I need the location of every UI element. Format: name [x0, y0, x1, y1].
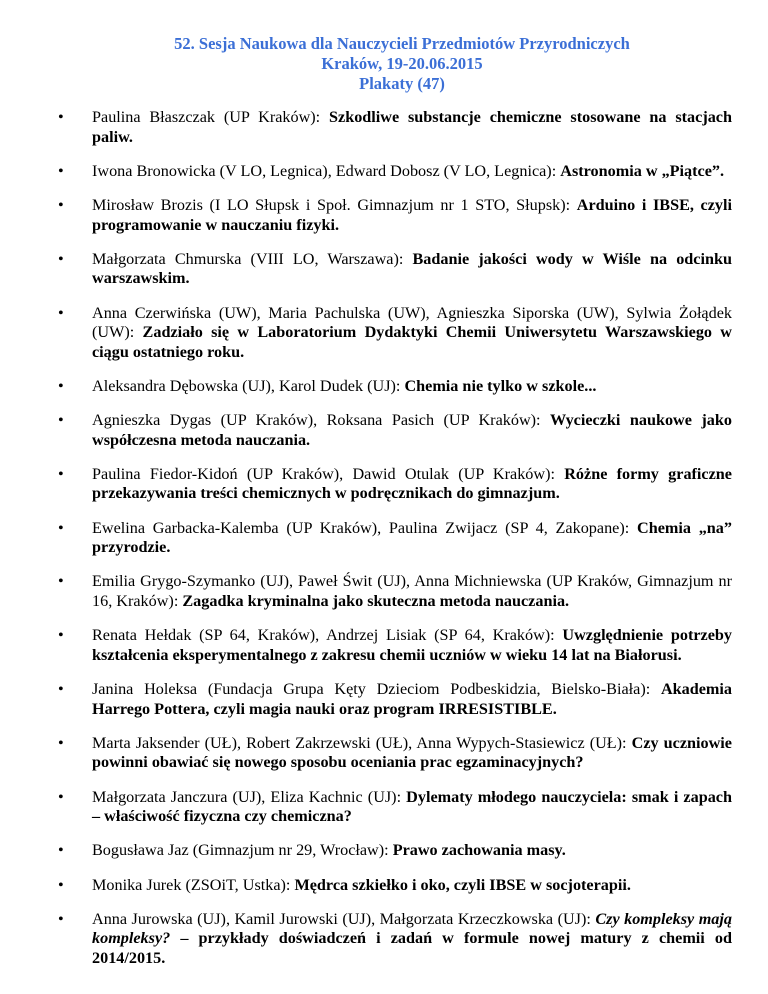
- poster-title: Różne formy graficzne przekazywania treści chemicznych w podręcznikach do gimnazjum.: [92, 464, 732, 503]
- poster-title-italic: Czy kompleksy mają kompleksy?: [92, 909, 732, 948]
- poster-item: [58, 464, 732, 504]
- poster-item: [58, 161, 732, 182]
- poster-authors: Paulina Błaszczak (UP Kraków):: [92, 108, 330, 126]
- bullet-icon: •: [58, 464, 64, 483]
- bullet-icon: •: [58, 161, 64, 180]
- bullet-icon: •: [58, 841, 64, 860]
- poster-authors: Anna Jurowska (UJ), Kamil Jurowski (UJ), Małgorzata Krzeczkowska (UJ):: [92, 909, 596, 928]
- poster-authors: Małgorzata Chmurska (VIII LO, Warszawa):: [92, 249, 413, 268]
- poster-authors: Marta Jaksender (UŁ), Robert Zakrzewski (UŁ), Anna Wypych-Stasiewicz (UŁ):: [92, 733, 632, 752]
- poster-title: Chemia „na” przyrodzie.: [92, 518, 732, 557]
- poster-authors: Anna Czerwińska (UW), Maria Pachulska (UW), Agnieszka Siporska (UW), Sylwia Żołądek (UW):: [92, 303, 732, 342]
- bullet-icon: •: [58, 909, 64, 928]
- poster-authors: Iwona Bronowicka (V LO, Legnica), Edward Dobosz (V LO, Legnica):: [92, 161, 561, 180]
- poster-title: Badanie jakości wody w Wiśle na odcinku warszawskim.: [92, 249, 732, 288]
- bullet-icon: •: [58, 626, 64, 645]
- poster-title: Astronomia w „Piątce”.: [560, 161, 725, 180]
- bullet-icon: •: [58, 572, 64, 591]
- poster-authors: Aleksandra Dębowska (UJ), Karol Dudek (UJ):: [92, 376, 405, 395]
- poster-item: [58, 108, 732, 147]
- session-title: 52. Sesja Naukowa dla Nauczycieli Przedmiotów Przyrodniczych: [174, 34, 630, 53]
- bullet-icon: •: [58, 303, 64, 322]
- poster-title: Zagadka kryminalna jako skuteczna metoda nauczania.: [182, 592, 570, 611]
- poster-item: [58, 303, 732, 363]
- poster-authors: Mirosław Brozis (I LO Słupsk i Społ. Gimnazjum nr 1 STO, Słupsk):: [92, 195, 577, 214]
- poster-title: Uwzględnienie potrzeby kształcenia eksperymentalnego z zakresu chemii uczniów w wieku 14 lat na Białorusi.: [92, 626, 732, 664]
- poster-title: Mędrca szkiełko i oko, czyli IBSE w socjoterapii.: [294, 875, 631, 894]
- bullet-icon: •: [58, 376, 64, 395]
- bullet-icon: •: [58, 787, 64, 806]
- poster-title: Prawo zachowania masy.: [392, 841, 566, 860]
- poster-authors: Janina Holeksa (Fundacja Grupa Kęty Dzieciom Podbeskidzia, Bielsko-Biała):: [92, 680, 661, 698]
- bullet-icon: •: [58, 680, 64, 698]
- bullet-icon: •: [58, 249, 64, 268]
- poster-item: [58, 626, 732, 665]
- poster-authors: Paulina Fiedor-Kidoń (UP Kraków), Dawid Otulak (UP Kraków):: [92, 464, 565, 483]
- bullet-icon: •: [58, 195, 64, 214]
- poster-title: Czy uczniowie powinni obawiać się nowego sposobu oceniania prac egzaminacyjnych?: [92, 733, 732, 772]
- bullet-icon: •: [58, 518, 64, 537]
- poster-item: [58, 909, 732, 969]
- poster-authors: Renata Hełdak (SP 64, Kraków), Andrzej Lisiak (SP 64, Kraków):: [92, 626, 563, 645]
- poster-title: Dylematy młodego nauczyciela: smak i zapach – właściwość fizyczna czy chemiczna?: [92, 787, 732, 826]
- poster-item: [58, 411, 732, 450]
- poster-item: [58, 733, 732, 773]
- poster-title: Akademia Harrego Pottera, czyli magia nauki oraz program IRRESISTIBLE.: [92, 680, 732, 718]
- poster-item: [58, 376, 732, 397]
- poster-item: [58, 787, 732, 827]
- bullet-icon: •: [58, 411, 64, 430]
- bullet-icon: •: [58, 733, 64, 752]
- poster-item: [58, 875, 732, 896]
- poster-authors: Małgorzata Janczura (UJ), Eliza Kachnic (UJ):: [92, 787, 407, 806]
- poster-title: – przykłady doświadczeń i zadań w formule nowej matury z chemii od 2014/2015.: [92, 929, 732, 967]
- poster-title: Chemia nie tylko w szkole...: [404, 376, 597, 395]
- session-date-place: Kraków, 19-20.06.2015: [321, 54, 483, 73]
- poster-authors: Agnieszka Dygas (UP Kraków), Roksana Pasich (UP Kraków):: [92, 411, 550, 430]
- poster-title: Zadziało się w Laboratorium Dydaktyki Chemii Uniwersytetu Warszawskiego w ciągu ostatniego roku.: [92, 323, 732, 361]
- poster-item: [58, 518, 732, 558]
- poster-item: [58, 249, 732, 289]
- poster-authors: Bogusława Jaz (Gimnazjum nr 29, Wrocław):: [92, 841, 393, 860]
- poster-title: Wycieczki naukowe jako współczesna metoda nauczania.: [92, 411, 732, 449]
- poster-authors: Emilia Grygo-Szymanko (UJ), Paweł Świt (UJ), Anna Michniewska (UP Kraków, Gimnazjum nr 16, Kraków):: [92, 572, 732, 611]
- poster-item: [58, 195, 733, 235]
- poster-title: Szkodliwe substancje chemiczne stosowane na stacjach paliw.: [92, 108, 732, 146]
- posters-heading: Plakaty (47): [359, 74, 445, 93]
- poster-item: [58, 841, 732, 861]
- poster-item: [58, 572, 732, 611]
- bullet-icon: •: [58, 875, 64, 894]
- poster-list: [58, 108, 733, 969]
- poster-authors: Ewelina Garbacka-Kalemba (UP Kraków), Paulina Zwijacz (SP 4, Zakopane):: [92, 518, 637, 537]
- poster-item: [58, 680, 732, 719]
- poster-title: Arduino i IBSE, czyli programowanie w nauczaniu fizyki.: [92, 195, 733, 234]
- poster-authors: Monika Jurek (ZSOiT, Ustka):: [92, 875, 295, 894]
- document-header: [72, 34, 732, 94]
- bullet-icon: •: [58, 108, 64, 126]
